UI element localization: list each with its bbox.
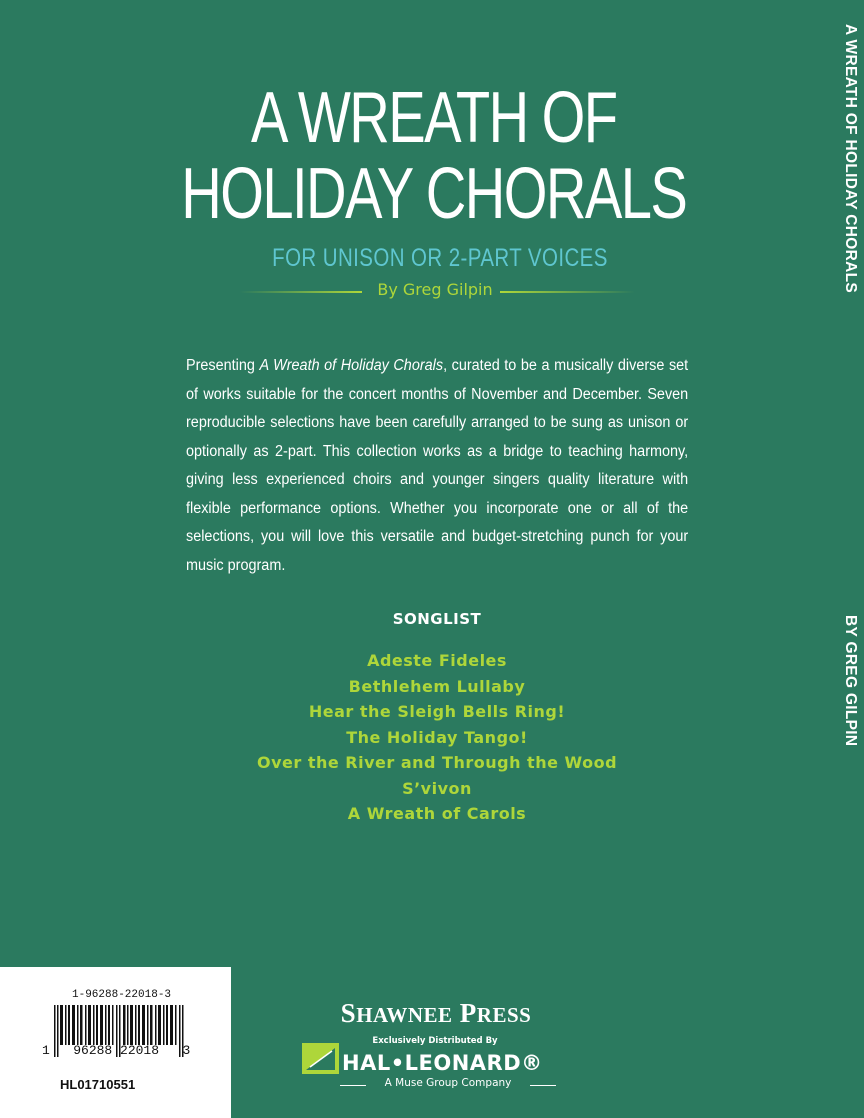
- muse-divider-right: [530, 1085, 556, 1086]
- publisher-logo: [310, 998, 562, 1029]
- songlist: [0, 648, 864, 827]
- spine-title: A WREATH OF HOLIDAY CHORALS: [842, 24, 859, 294]
- publisher-letter-p: P: [459, 998, 477, 1028]
- distributor-name: HAL•LEONARD®: [342, 1051, 543, 1075]
- publisher-word-hawnee: HAWNEE: [356, 1003, 453, 1027]
- barcode-digit-right: 3: [182, 1043, 191, 1058]
- song-item: The Holiday Tango!: [346, 727, 528, 747]
- product-code: HL01710551: [60, 1077, 136, 1092]
- distributor-logo: [302, 1042, 572, 1078]
- isbn-number: 1-96288-22018-3: [72, 989, 172, 1001]
- muse-divider-left: [340, 1085, 366, 1086]
- muse-group-text: A Muse Group Company: [384, 1077, 512, 1089]
- publisher-letter-s: S: [340, 998, 357, 1028]
- song-item: Adeste Fideles: [367, 651, 507, 670]
- cover-title-line-1: A WREATH OF: [250, 78, 617, 158]
- barcode-digit-left: 1: [42, 1043, 50, 1058]
- song-item: Over the River and Through the Wood: [256, 753, 618, 772]
- byline-row: [240, 280, 635, 304]
- description-title: A Wreath of Holiday Chorals: [259, 357, 444, 374]
- muse-group-row: [340, 1077, 566, 1093]
- byline: By Greg Gilpin: [377, 280, 493, 299]
- byline-divider-right: [500, 291, 635, 293]
- description-paragraph: [186, 352, 688, 580]
- publisher-word-ress: RESS: [476, 1003, 532, 1027]
- cover-subtitle: FOR UNISON OR 2-PART VOICES: [272, 244, 608, 272]
- description-lead: Presenting: [186, 357, 260, 374]
- distributed-by: Exclusively Distributed By: [372, 1036, 498, 1046]
- song-item: Hear the Sleigh Bells Ring!: [308, 702, 566, 721]
- hal-leonard-icon: [302, 1043, 339, 1074]
- song-item: Bethlehem Lullaby: [348, 676, 526, 696]
- song-item: A Wreath of Carols: [347, 804, 527, 823]
- cover-title: [97, 80, 771, 232]
- spine-author: BY GREG GILPIN: [842, 615, 859, 747]
- barcode-panel: [0, 967, 231, 1118]
- songlist-heading: SONGLIST: [392, 610, 482, 628]
- barcode-digits: [42, 1043, 190, 1058]
- cover-title-line-2: HOLIDAY CHORALS: [181, 154, 687, 234]
- byline-divider-left: [240, 291, 362, 293]
- barcode-digits-middle: 96288 22018: [73, 1043, 160, 1058]
- song-item: S’vivon: [402, 778, 472, 798]
- description-body: , curated to be a musically diverse set of works suitable for the concert months of November and December. Seven reproducible selections have been carefully arranged to be sung as unison or optionally as 2-part. This collection works as a bridge to teaching harmony, giving less experienced choirs and younger singers quality literature with flexible performance options. Whether you incorporate one or all of the selections, you will love this versatile and budget-stretching punch for your music program.: [186, 357, 689, 574]
